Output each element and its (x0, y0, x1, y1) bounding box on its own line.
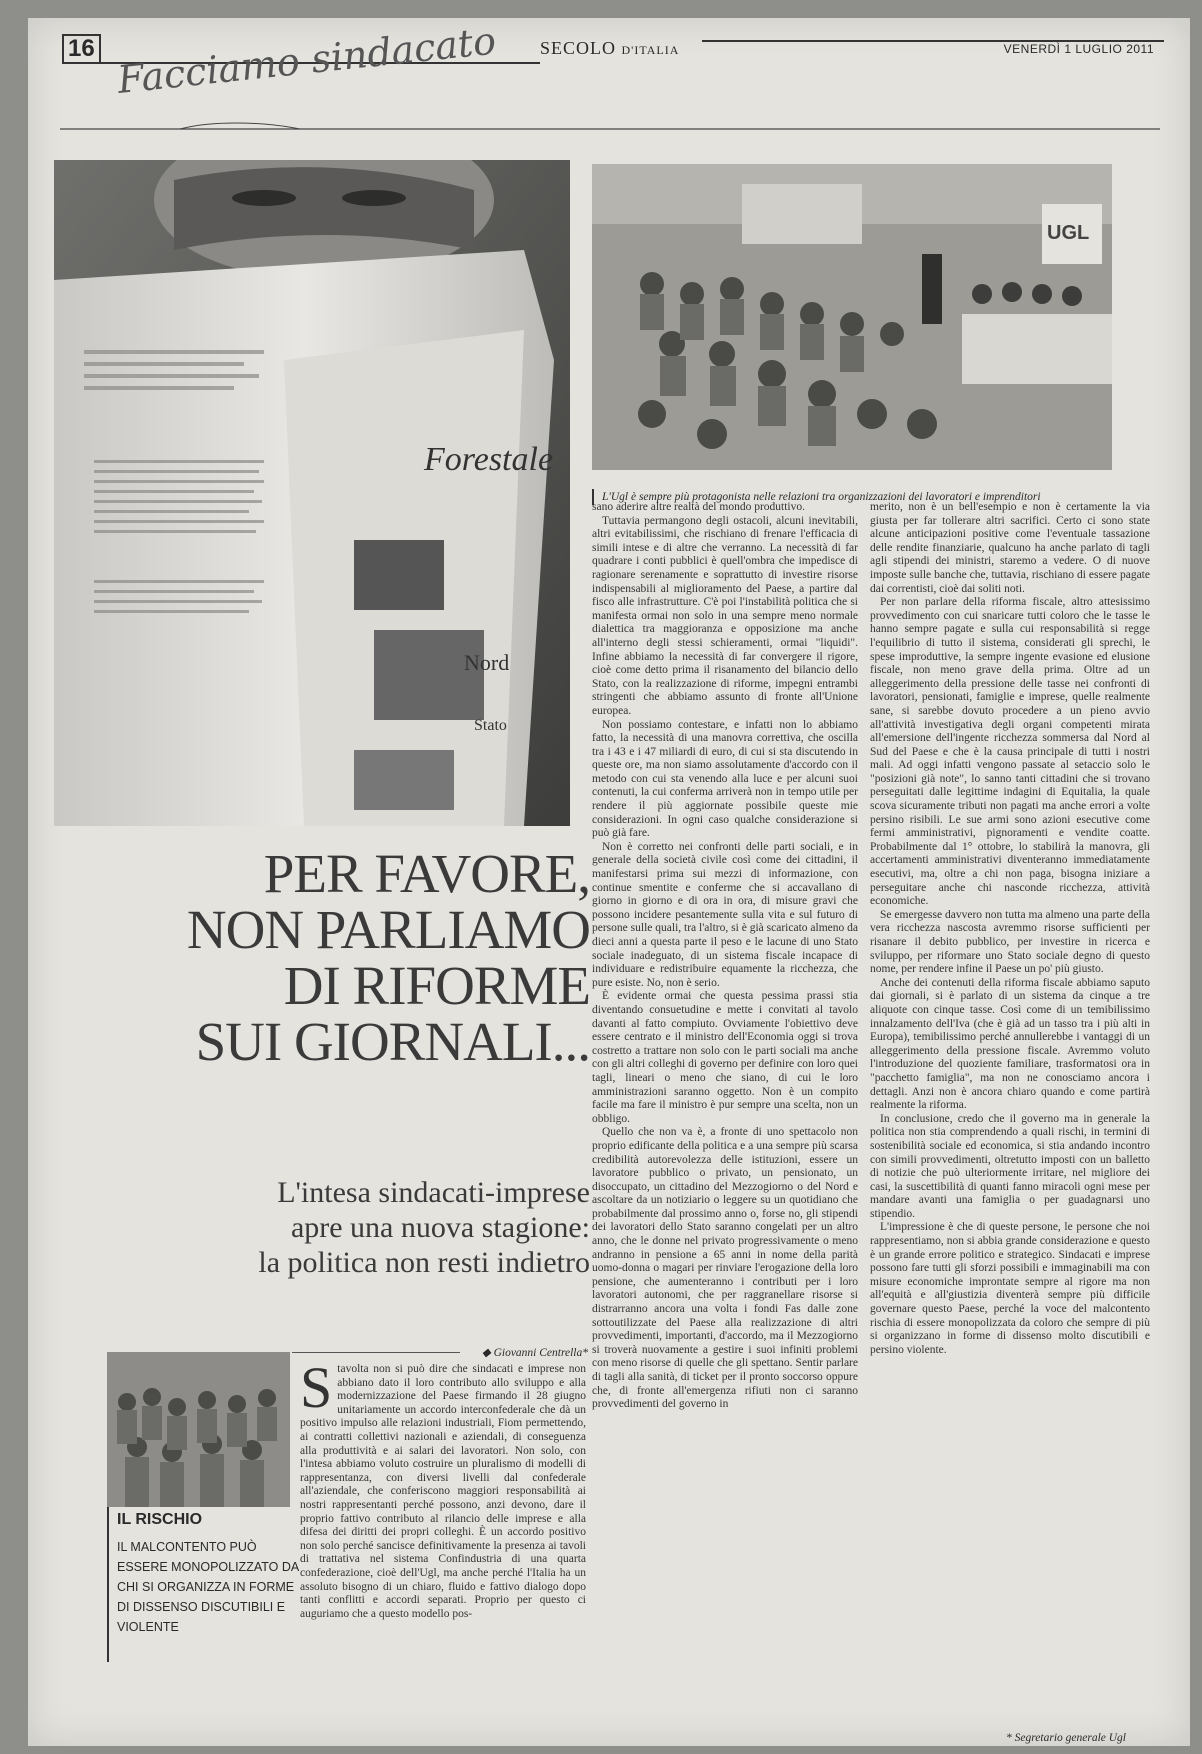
sidebar-photo (107, 1352, 290, 1507)
paragraph: Non possiamo contestare, e infatti non lo abbiamo fatto, la necessità di una manovra correttiva, che oscilla tra i 43 e i 47 miliardi di euro, di cui si sta discutendo in queste ore, ma non siamo assolutamente d'accordo con il metodo con cui sta venendo alla luce e per alcuni suoi contenuti, la cui conferma arriverà non in tempo utile per rendere il più aggiornate possibile queste mie considerazioni. In ogni caso qualche considerazione si può già fare. (592, 718, 858, 840)
prop-masthead: Forestale (424, 441, 554, 478)
photo-caption: L'Ugl è sempre più protagonista nelle relazioni tra organizzazioni dei lavoratori e imprenditori (592, 489, 1122, 505)
paragraph: Quello che non va è, a fronte di uno spettacolo non proprio edificante della politica e a una sempre più scarsa credibilità autorevolezza delle istituzioni, essere un lavoratore pubblico o privato, un pensionato, un disoccupato, un cittadino del Mezzogiorno o del Nord e ascoltare da un notiziario o leggere su un quotidiano che probabilmente dal prossimo anno o, forse no, gli stipendi dei lavoratori dello Stato saranno congelati per un altro anno, che le donne nel privato progressivamente o meno andranno in pensione a 65 anni in nome della parità uomo-donna o magari per rinviare l'erogazione della loro pensione, che aumenteranno i contributi per i loro lavoratori autonomi, che per raggranellare risorse si distrarranno ancora una volta i fondi Fas dalle zone sottoutilizzate del Paese alla realizzazione di altri provvedimenti, importanti, d'accordo, ma il Mezzogiorno si troverà nuovamente a gestire i suoi infiniti problemi con meno risorse di quelle che gli spettano. Sentir parlare di tagli alla sanità, di ticket per il pronto soccorso oppure che, di fronte all'emergenza rifiuti non ci saranno provvedimenti del governo in (592, 1126, 858, 1411)
paragraph: L'impressione è che di queste persone, le persone che noi rappresentiamo, non si abbia grande considerazione e questo è un grande errore politico e strategico. Sindacati e imprese possono fare tutti gli sforzi possibili e immaginabili ma con misure economiche improntate sempre al rigore ma non all'equità e all'giustizia diventerà sempre più difficile governare questo Paese, perché la voce del malcontento rischia di essere monopolizzata da coloro che sempre di più si organizzano in forme di dissenso molto discutibili e persino violente. (870, 1221, 1150, 1356)
paragraph: merito, non è un bell'esempio e non è certamente la via giusta per far tollerare altri sacrifici. Certo ci sono state alcune anticipazioni positive come l'eventuale tassazione delle rendite finanziarie, qualcuno ha anche parlato di tagli agli stipendi dei ministri, staremo a vedere. O di nuove imposte sulle banche che, tuttavia, rischiano di essere pagate dai correntisti, cioè dai soliti noti. (870, 501, 1150, 595)
headline-line: DI RIFORME (283, 955, 590, 1016)
paragraph: Se emergesse davvero non tutta ma almeno una parte della vera ricchezza nascosta avremmo risorse sufficienti per risanare il debito pubblico, per investire in ricerca e sviluppo, per riformare uno Stato sociale degno di questo nome, per rendere infine il Paese un po' più giusto. (870, 908, 1150, 976)
subheadline-line: apre una nuova stagione: (290, 1211, 590, 1244)
author-byline: ◆ Giovanni Centrella* (292, 1345, 588, 1359)
dropcap: S (300, 1363, 333, 1420)
paragraph: tavolta non si può dire che sindacati e imprese non abbiano dato il loro contributo allo sviluppo e alla modernizzazione del Paese firmando il 28 giugno unitariamente un accordo interconfederale che dà un positivo impulso alle relazioni industriali, Fiom permettendo, ai contratti collettivi nazionali e aziendali, di conseguenza alla produttività e ai salari dei lavoratori. Non solo, con l'intesa abbiamo voluto costruire un pluralismo di modelli di rappresentanza, con diversi livelli dal confederale all'aziendale, che conferiscono maggiori responsabilità ai nostri rappresentanti perché possono, anzi devono, dare il proprio fattivo contributo al rilancio delle imprese e alla difesa dei diritti dei propri colleghi. È un accordo positivo non solo perché sancisce definitivamente la presenza ai tavoli di trattativa nel sistema Confindustria di una quarta confederazione, cioè dell'Ugl, ma anche perché l'Italia ha un assoluto bisogno di un chiaro, fluido e fattivo dialogo dopo tanti conflitti e accordi separati. Proprio per questo ci auguriamo che a questo modello pos- (300, 1363, 586, 1620)
headline (58, 843, 590, 1072)
author-footnote: * Segretario generale Ugl (1006, 1732, 1126, 1744)
article-column-1 (300, 1363, 586, 1738)
headline-line: NON PARLIAMO (186, 899, 590, 960)
issue-date: VENERDÌ 1 LUGLIO 2011 (1003, 42, 1154, 56)
ornament-rule (60, 119, 1160, 139)
prop-tag2: Stato (474, 717, 507, 734)
svg-text:UGL: UGL (1047, 222, 1090, 244)
article-column-2 (592, 501, 858, 1736)
sidebar-title: IL RISCHIO (117, 1511, 203, 1528)
subheadline-line: la politica non resti indietro (258, 1246, 590, 1279)
prop-tag: Nord (464, 650, 510, 675)
subheadline-line: L'intesa sindacati-imprese (277, 1176, 590, 1209)
paragraph: sano aderire altre realtà del mondo produttivo. (592, 501, 805, 513)
sidebar-box (107, 1507, 300, 1662)
sidebar-text: IL MALCONTENTO PUÒ ESSERE MONOPOLIZZATO DA CHI SI ORGANIZZA IN FORME DI DISSENSO DISCUTIBILI E VIOLENTE (117, 1540, 299, 1634)
photo-meeting (592, 164, 1112, 470)
paragraph: È evidente ormai che questa pessima prassi stia diventando consuetudine e mette i convitati al tavolo davanti al fatto compiuto. Ovviamente l'obiettivo deve essere centrato e il ministro dell'Economia oggi si trova costretto a trattare non solo con le parti sociali ma anche con gli altri colleghi di governo per definire con loro quei tagli, lineari o meno che siano, di cui le loro amministrazioni saranno oggetto. Non è un compito facile ma fare il ministro è pur sempre una scelta, non un obbligo. (592, 990, 858, 1125)
photo-man-reading (54, 160, 570, 826)
newspaper-page (28, 18, 1190, 1746)
section-title: Facciamo sindacato (115, 18, 498, 103)
paragraph: Tuttavia permangono degli ostacoli, alcuni inevitabili, altri evitabilissimi, che rischiano di frenare l'efficacia di simili intese e di altre che verranno. La necessità di far quadrare i conti pubblici è quell'ombra che impedisce di ragionare serenamente e soprattutto di investire risorse indispensabili al miglioramento del Paese, a partire dal fisco alle infrastrutture. C'è poi l'instabilità politica che si manifesta ormai non solo in una sempre meno normale dialettica tra maggioranza e opposizione ma anche all'interno degli stessi schieramenti, ormai "liquidi". Infine abbiamo la necessità di far convergere il rigore, cioè come detto prima il risanamento del bilancio dello Stato, con la realizzazione di riforme, impegni entrambi stringenti che abbiamo assunto di fronte all'Unione europea. (592, 514, 858, 717)
page-number: 16 (62, 34, 101, 64)
paragraph: In conclusione, credo che il governo ma in generale la politica non stia comprendendo a quali rischi, in termini di sostenibilità sociale ed economica, si stia andando incontro con simili provvedimenti, oltretutto imposti con un balletto di notizie che può ulteriormente irritare, nel migliore dei casi, la suscettibilità di quanti fanno miracoli ogni mese per mandare avanti una famiglia o per guadagnarsi uno stipendio. (870, 1112, 1150, 1220)
paragraph: Per non parlare della riforma fiscale, altro attesissimo provvedimento con cui snaricare tutti coloro che le tasse le hanno sempre pagate e sulla cui responsabilità si regge l'equilibrio di tutto il sistema, considerati gli sprechi, le spese improduttive, la sempre ingente evasione ed elusione fiscale, non meno grave della prima. Oltre ad un alleggerimento della pressione delle tasse nei confronti di lavoratori, pensionati, famiglie e imprese, quelle realmente sane, si sarebbe dovuto procedere a un pieno avvio all'attività investigativa degli organi competenti mirata all'emersione dell'ingente ricchezza sommersa dal Nord al Sud del Paese e che è la causa principale di tutti i nostri mali. Ad oggi infatti vengono passate al setaccio solo le "posizioni già note", lo sanno tanti cittadini che si trovano perseguitati dalle legittime indagini di Equitalia, la quale scova sicuramente tributi non pagati ma anche errori a volte persino risibili. Le sue armi sono azioni esecutive come fermi amministrativi, pignoramenti e vendite coatte. Probabilmente dal 1° ottobre, lo stabilirà la manovra, gli accertamenti amministrativi diventeranno immediatamente esecutivi, ma, oltre a chi non paga, bisogna iniziare a perseguitare anche chi nasconde ricchezza, attività economiche. (870, 596, 1150, 908)
headline-line: PER FAVORE, (263, 843, 590, 904)
headline-line: SUI GIORNALI... (195, 1011, 590, 1072)
paper-name: SECOLO D'ITALIA (540, 38, 680, 58)
subheadline (148, 1175, 590, 1280)
article-column-3 (870, 501, 1150, 1723)
paragraph: Anche dei contenuti della riforma fiscale abbiamo saputo dai giornali, si è parlato di un sistema da cinque a tre aliquote con cinque tasse. Così come di un temibilissimo innalzamento dell'Iva (che è già ad un tasso tra i più alti in Europa), temibilissimo perché annullerebbe i vantaggi di un alleggerimento della pressione fiscale. Avremmo voluto l'introduzione del quoziente familiare, trasformatosi ora in "pacchetto famiglia", ma non ne conosciamo ancora i dettagli. Anzi non è ancora chiaro quando e come partirà realmente la riforma. (870, 976, 1150, 1112)
paragraph: Non è corretto nei confronti delle parti sociali, e in generale della società civile così come dei cittadini, il manifestarsi prima sui mezzi di informazione, con continue smentite e conferme che si accavallano di giorno in giorno e di ora in ora, di misure gravi che possono incidere pesantemente sulla vita e sul futuro di persone sulle quali, tra l'altro, si è già scaricato almeno da dieci anni a questa parte il peso e le lacune di uno Stato sociale inadeguato, di un sistema fiscale incapace di individuare e redistribuire equamente la ricchezza, che pure esiste. No, non è serio. (592, 840, 858, 989)
